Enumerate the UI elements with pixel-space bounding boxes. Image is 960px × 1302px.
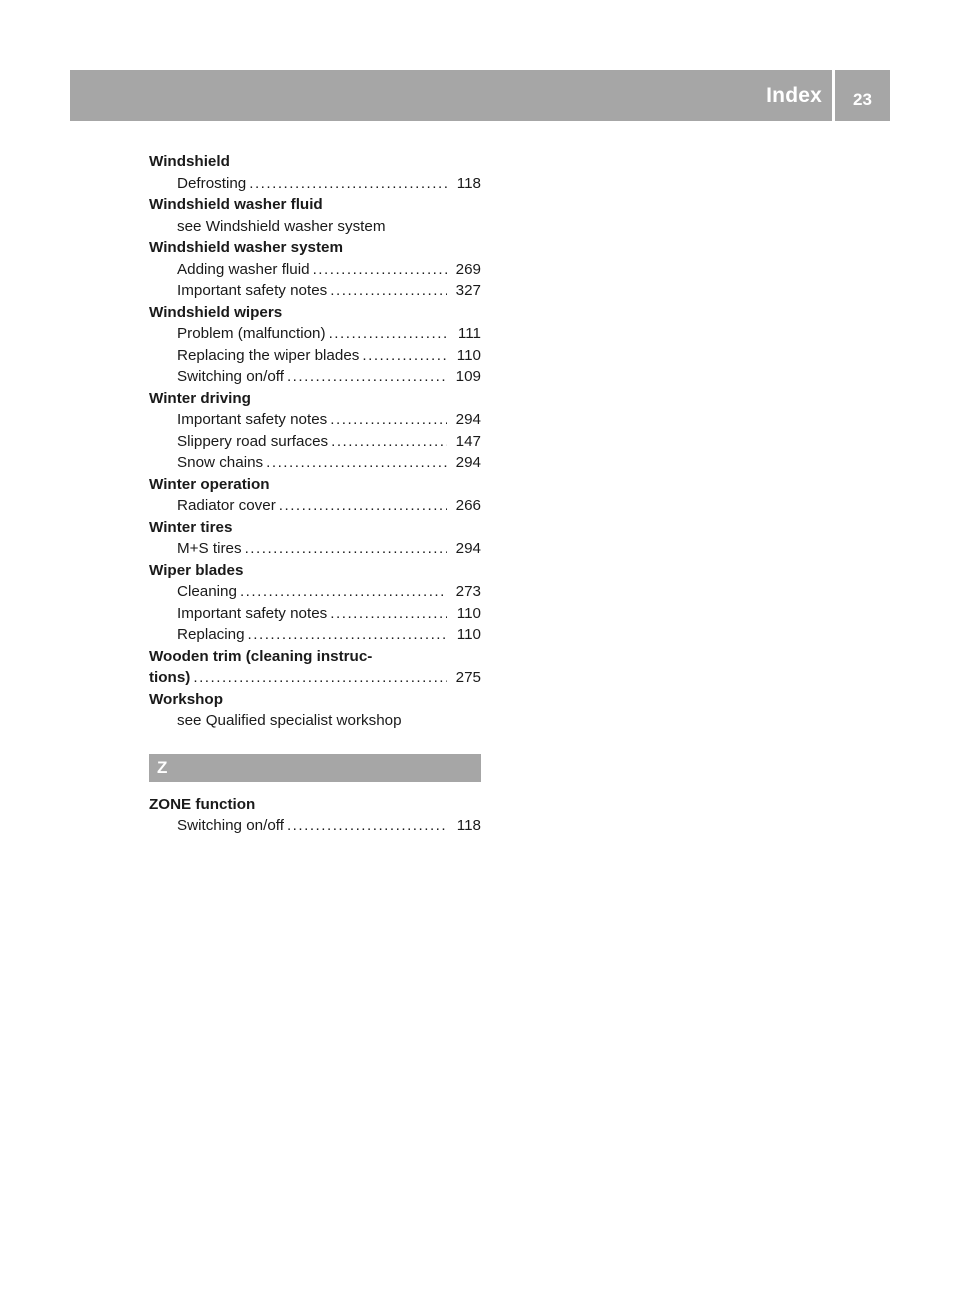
- leader-dots: [330, 280, 447, 302]
- page-reference[interactable]: 294: [455, 540, 481, 557]
- index-entry-head[interactable]: Winter tires: [149, 518, 233, 536]
- leader-dots: [362, 345, 447, 367]
- index-entry-head[interactable]: Winter operation: [149, 475, 270, 493]
- index-entry-head[interactable]: ZONE function: [149, 795, 256, 813]
- page-reference[interactable]: 294: [455, 454, 481, 471]
- leader-dots: [245, 538, 447, 560]
- index-subentry[interactable]: [149, 624, 481, 646]
- index-entries-w: [149, 151, 481, 646]
- page-reference[interactable]: 327: [455, 282, 481, 299]
- index-subentry[interactable]: [149, 366, 481, 388]
- index-subentry[interactable]: [149, 452, 481, 474]
- index-entry-head[interactable]: Windshield wipers: [149, 303, 283, 321]
- index-subentry-line: [177, 280, 481, 302]
- index-subentry-label: Radiator cover: [177, 497, 276, 514]
- leader-dots: [240, 581, 447, 603]
- leader-dots: [193, 667, 447, 689]
- index-subentry[interactable]: [149, 280, 481, 302]
- leader-dots: [331, 431, 447, 453]
- leader-dots: [248, 624, 447, 646]
- index-subentry-label: Important safety notes: [177, 411, 328, 428]
- leader-dots: [279, 495, 447, 517]
- index-entry-head[interactable]: Windshield washer system: [149, 239, 343, 256]
- index-subentry[interactable]: [149, 581, 481, 603]
- page-reference[interactable]: 269: [455, 260, 481, 278]
- index-subentry-label: Defrosting: [177, 174, 247, 192]
- index-entry-line[interactable]: [149, 667, 481, 689]
- index-subentry-label: Adding washer fluid: [177, 260, 310, 278]
- leader-dots: [266, 452, 447, 474]
- index-subentry-label: Important safety notes: [177, 282, 328, 299]
- index-subentry-label: Slippery road surfaces: [177, 432, 329, 450]
- index-subentry[interactable]: [149, 173, 481, 195]
- index-subentry-label: Switching on/off: [177, 817, 284, 834]
- index-subentry-line: [177, 409, 481, 431]
- index-subentry[interactable]: [149, 603, 481, 625]
- index-entry-label: tions): [149, 669, 191, 686]
- header-title: Index: [766, 84, 822, 107]
- index-subentry-label: Snow chains: [177, 454, 264, 471]
- leader-dots: [249, 173, 447, 195]
- index-subentry-line: [177, 452, 481, 474]
- index-subentry-line: [177, 431, 481, 453]
- index-subentry[interactable]: [149, 495, 481, 517]
- leader-dots: [329, 323, 447, 345]
- index-entry-head[interactable]: Wooden trim (cleaning instruc-: [149, 647, 373, 665]
- index-subentry-label: Cleaning: [177, 583, 237, 600]
- index-subentry-line: [177, 581, 481, 603]
- index-subentry[interactable]: [149, 538, 481, 560]
- leader-dots: [313, 259, 447, 281]
- index-column: [149, 151, 481, 837]
- index-subentry-label: Replacing the wiper blades: [177, 346, 360, 364]
- section-bar-z: [149, 754, 481, 782]
- index-entry-head[interactable]: Wiper blades: [149, 561, 244, 579]
- index-subentry-line: [177, 323, 481, 345]
- page-reference[interactable]: 294: [455, 411, 481, 428]
- index-subentry-line: [177, 495, 481, 517]
- index-subentry[interactable]: [149, 815, 481, 837]
- page-reference[interactable]: 109: [455, 368, 481, 385]
- index-subentry[interactable]: [149, 431, 481, 453]
- page-reference[interactable]: 110: [456, 346, 481, 364]
- index-subentry-crossref[interactable]: see Qualified specialist workshop: [177, 712, 402, 729]
- index-subentry-label: Switching on/off: [177, 368, 284, 385]
- index-subentry[interactable]: [149, 409, 481, 431]
- index-subentry-line: [177, 259, 481, 281]
- page-reference[interactable]: 118: [456, 174, 481, 192]
- page-reference[interactable]: 275: [455, 669, 481, 686]
- page-reference[interactable]: 118: [456, 817, 481, 834]
- index-subentry-line: [177, 815, 481, 837]
- index-subentry-line: [177, 173, 481, 195]
- index-subentry[interactable]: [149, 323, 481, 345]
- section-letter: Z: [157, 757, 168, 777]
- leader-dots: [330, 603, 447, 625]
- page-reference[interactable]: 266: [455, 497, 481, 514]
- index-subentry-line: [177, 538, 481, 560]
- index-subentry-line: [177, 345, 481, 367]
- page-reference[interactable]: 273: [455, 583, 481, 600]
- index-subentry-label: Problem (malfunction): [177, 325, 326, 342]
- index-subentry[interactable]: [149, 345, 481, 367]
- index-subentry-label: Replacing: [177, 626, 245, 643]
- index-subentry-line: [177, 603, 481, 625]
- index-entries-z: [149, 794, 481, 837]
- index-subentry-line: [177, 624, 481, 646]
- index-subentry-label: Important safety notes: [177, 604, 328, 622]
- index-subentry-crossref[interactable]: see Windshield washer system: [177, 217, 386, 235]
- index-entry-head[interactable]: Winter driving: [149, 389, 251, 407]
- page-reference[interactable]: 110: [456, 626, 481, 643]
- index-entry-head[interactable]: Windshield: [149, 153, 230, 170]
- page-reference[interactable]: 111: [457, 325, 481, 342]
- page-reference[interactable]: 147: [455, 432, 481, 450]
- page-reference[interactable]: 110: [456, 604, 481, 622]
- index-entry-head[interactable]: Windshield washer fluid: [149, 196, 323, 213]
- index-subentry[interactable]: [149, 259, 481, 281]
- index-entry-head[interactable]: Workshop: [149, 690, 223, 708]
- header-page-number: 23: [853, 90, 872, 109]
- leader-dots: [287, 366, 447, 388]
- index-subentry-label: M+S tires: [177, 540, 242, 557]
- leader-dots: [330, 409, 447, 431]
- index-subentry-line: [177, 366, 481, 388]
- leader-dots: [287, 815, 447, 837]
